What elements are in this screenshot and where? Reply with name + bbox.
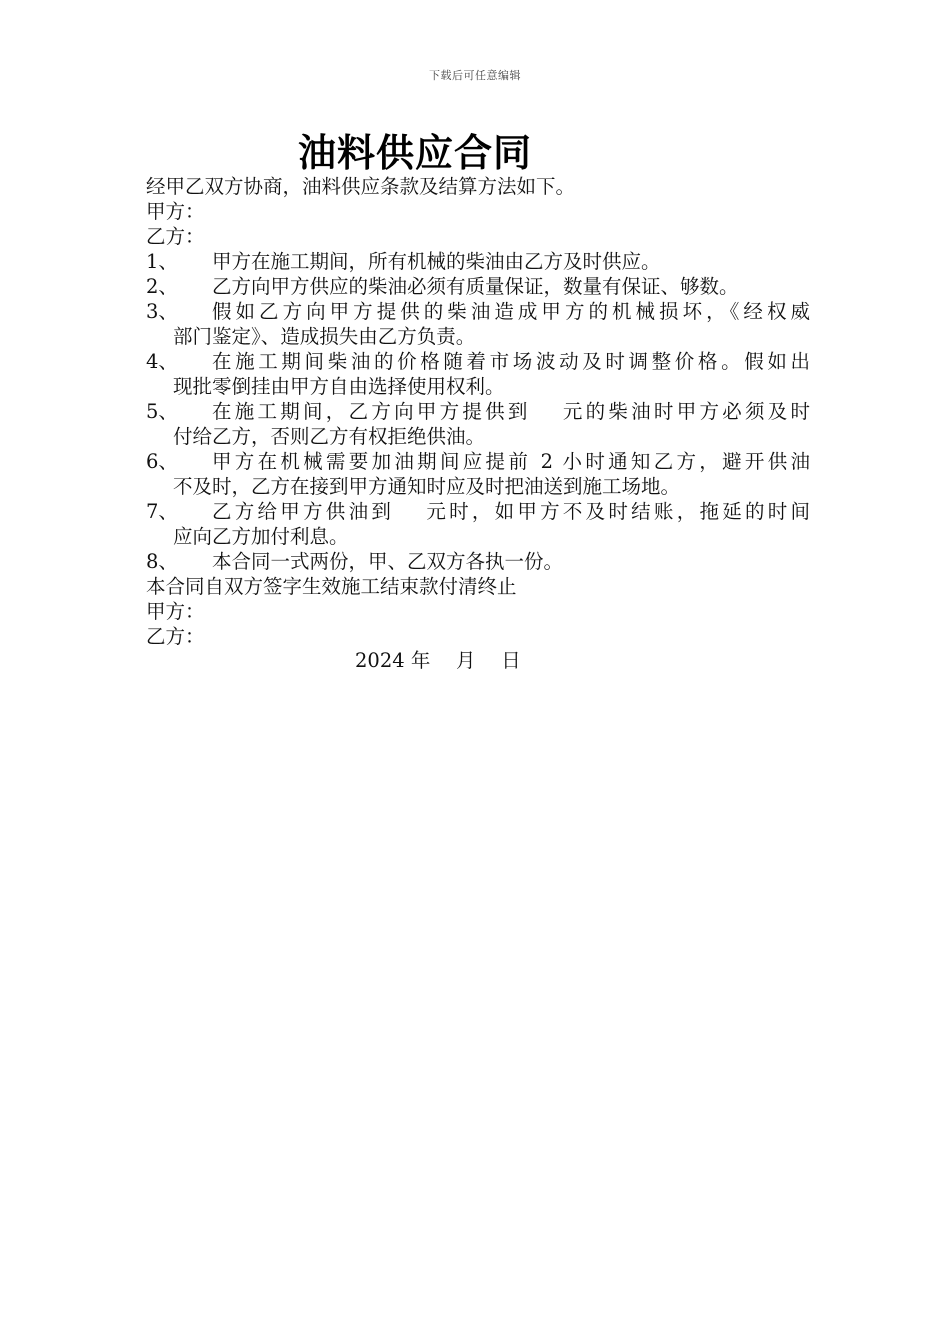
clause-text: 在施工期间，乙方向甲方提供到 元的柴油时甲方必须及时 [212, 400, 810, 423]
sign-party-a-label: 甲方： [146, 600, 205, 623]
clause-2 [146, 274, 810, 299]
clause-number: 3、 [146, 300, 178, 323]
clause-text: 假如乙方向甲方提供的柴油造成甲方的机械损坏，《经权威 [212, 300, 810, 323]
clause-number: 8、 [146, 550, 178, 573]
clause-7 [146, 499, 810, 549]
contract-title: 油料供应合同 [297, 130, 532, 175]
clause-number: 6、 [146, 450, 178, 473]
clause-text: 乙方给甲方供油到 元时，如甲方不及时结账，拖延的时间 [212, 500, 810, 523]
clause-number: 2、 [146, 275, 178, 298]
clause-5 [146, 399, 810, 449]
clause-number: 7、 [146, 500, 178, 523]
clause-3 [146, 299, 810, 349]
contract-body [146, 174, 810, 649]
clause-text-continued: 不及时，乙方在接到甲方通知时应及时把油送到施工场地。 [173, 475, 681, 498]
clause-text-continued: 现批零倒挂由甲方自由选择使用权利。 [173, 375, 505, 398]
header-note: 下载后可任意编辑 [429, 69, 521, 82]
validity-text: 本合同自双方签字生效施工结束款付清终止 [146, 575, 517, 598]
clause-4 [146, 349, 810, 399]
clause-8 [146, 549, 810, 574]
sign-party-b-label: 乙方： [146, 625, 205, 648]
signature-date: 2024 年 月 日 [355, 649, 521, 672]
clause-6 [146, 449, 810, 499]
clause-text: 在施工期间柴油的价格随着市场波动及时调整价格。假如出 [212, 350, 810, 373]
clause-text: 甲方在机械需要加油期间应提前 2 小时通知乙方，避开供油 [212, 450, 810, 473]
clause-text-continued: 部门鉴定》、造成损失由乙方负责。 [173, 325, 476, 348]
clause-text-continued: 付给乙方，否则乙方有权拒绝供油。 [173, 425, 486, 448]
clause-number: 4、 [146, 350, 178, 373]
clause-text: 本合同一式两份，甲、乙双方各执一份。 [212, 550, 564, 573]
party-a-label: 甲方： [146, 200, 205, 223]
clause-text: 甲方在施工期间，所有机械的柴油由乙方及时供应。 [212, 250, 661, 273]
clause-number: 5、 [146, 400, 178, 423]
party-b-label: 乙方： [146, 225, 205, 248]
clause-text-continued: 应向乙方加付利息。 [173, 525, 349, 548]
clause-number: 1、 [146, 250, 178, 273]
intro-text: 经甲乙双方协商，油料供应条款及结算方法如下。 [146, 175, 576, 198]
clause-1 [146, 249, 810, 274]
clause-text: 乙方向甲方供应的柴油必须有质量保证，数量有保证、够数。 [212, 275, 739, 298]
